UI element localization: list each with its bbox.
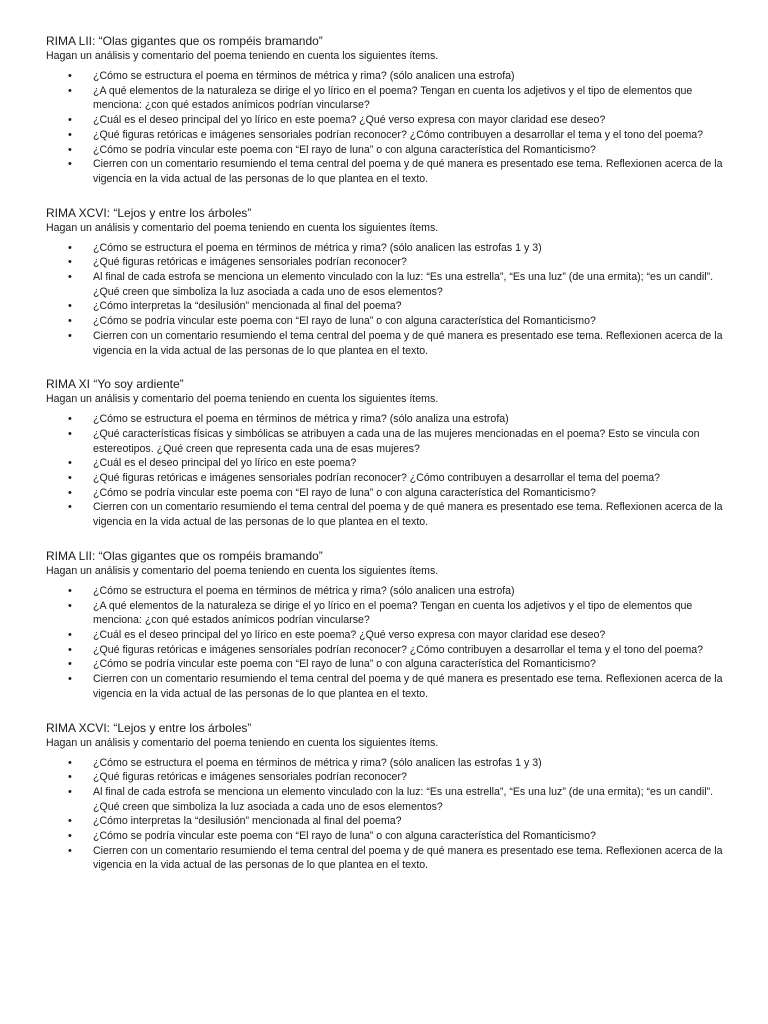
list-item: • ¿Qué características físicas y simbólicas se atribuyen a cada una de las mujeres mencionadas en el poema? Esto se vincula con estereotipos. ¿Qué creen que representa cada una de esas mujeres? xyxy=(46,427,728,456)
list-item: • Al final de cada estrofa se menciona un elemento vinculado con la luz: “Es una estrella”, “Es una luz” (de una ermita); “es un candil”. ¿Qué creen que simboliza la luz asociada a cada uno de esos elementos? xyxy=(46,785,728,814)
list-item: • ¿Qué figuras retóricas e imágenes sensoriales podrían reconocer? ¿Cómo contribuyen a desarrollar el tema y el tono del poema? xyxy=(46,128,728,143)
list-item: • ¿Qué figuras retóricas e imágenes sensoriales podrían reconocer? xyxy=(46,255,728,270)
section-rima-xcvi xyxy=(46,206,728,359)
section-title: RIMA LII: “Olas gigantes que os rompéis bramando” xyxy=(46,548,323,563)
list-item: • ¿Cómo se podría vincular este poema con “El rayo de luna” o con alguna característica del Romanticismo? xyxy=(46,657,728,672)
section-title: RIMA XI “Yo soy ardiente” xyxy=(46,377,184,392)
list-item: • ¿Cómo se estructura el poema en términos de métrica y rima? (sólo analicen una estrofa) xyxy=(46,69,728,84)
list-item: • ¿Qué figuras retóricas e imágenes sensoriales podrían reconocer? xyxy=(46,770,728,785)
list-item: • Cierren con un comentario resumiendo el tema central del poema y de qué manera es presentado ese tema. Reflexionen acerca de la vigencia en la vida actual de las personas de lo que plantea en el texto. xyxy=(46,157,728,186)
section-intro: Hagan un análisis y comentario del poema teniendo en cuenta los siguientes ítems. xyxy=(46,221,439,234)
list-item: • ¿Cómo se podría vincular este poema con “El rayo de luna” o con alguna característica del Romanticismo? xyxy=(46,486,728,501)
list-item: • ¿Cuál es el deseo principal del yo lírico en este poema? ¿Qué verso expresa con mayor claridad ese deseo? xyxy=(46,628,728,643)
list-item: • ¿A qué elementos de la naturaleza se dirige el yo lírico en el poema? Tengan en cuenta los adjetivos y el tipo de elementos que menciona: ¿con qué estados anímicos podrían vincularse? xyxy=(46,84,728,113)
list-item: • ¿Cómo se estructura el poema en términos de métrica y rima? (sólo analicen las estrofas 1 y 3) xyxy=(46,241,728,256)
section-intro: Hagan un análisis y comentario del poema teniendo en cuenta los siguientes ítems. xyxy=(46,50,439,62)
list-item: • ¿Cómo interpretas la “desilusión” mencionada al final del poema? xyxy=(46,814,728,829)
list-item: • ¿Cómo se estructura el poema en términos de métrica y rima? (sólo analicen las estrofas 1 y 3) xyxy=(46,756,728,771)
section-title: RIMA XCVI: “Lejos y entre los árboles” xyxy=(46,205,252,220)
section-rima-lii-repeat xyxy=(46,549,728,702)
list-item: • ¿Cómo se estructura el poema en términos de métrica y rima? (sólo analiza una estrofa) xyxy=(46,412,728,427)
list-item: • ¿A qué elementos de la naturaleza se dirige el yo lírico en el poema? Tengan en cuenta los adjetivos y el tipo de elementos que menciona: ¿con qué estados anímicos podrían vincularse? xyxy=(46,599,728,628)
list-item: • ¿Cuál es el deseo principal del yo lírico en este poema? ¿Qué verso expresa con mayor claridad ese deseo? xyxy=(46,113,728,128)
question-list xyxy=(46,69,728,187)
list-item: • ¿Cómo se podría vincular este poema con “El rayo de luna” o con alguna característica del Romanticismo? xyxy=(46,829,728,844)
list-item: • ¿Cómo se estructura el poema en términos de métrica y rima? (sólo analicen una estrofa) xyxy=(46,584,728,599)
list-item: • ¿Cómo se podría vincular este poema con “El rayo de luna” o con alguna característica del Romanticismo? xyxy=(46,314,728,329)
list-item: • ¿Qué figuras retóricas e imágenes sensoriales podrían reconocer? ¿Cómo contribuyen a desarrollar el tema del poema? xyxy=(46,471,728,486)
section-rima-xcvi-repeat xyxy=(46,721,728,874)
section-intro: Hagan un análisis y comentario del poema teniendo en cuenta los siguientes ítems. xyxy=(46,564,439,577)
section-rima-xi xyxy=(46,377,728,530)
section-intro: Hagan un análisis y comentario del poema teniendo en cuenta los siguientes ítems. xyxy=(46,736,439,749)
list-item: • ¿Cuál es el deseo principal del yo lírico en este poema? xyxy=(46,456,728,471)
section-rima-lii xyxy=(46,34,728,187)
list-item: • Cierren con un comentario resumiendo el tema central del poema y de qué manera es presentado ese tema. Reflexionen acerca de la vigencia en la vida actual de las personas de lo que plantea en el texto. xyxy=(46,672,728,701)
section-title: RIMA XCVI: “Lejos y entre los árboles” xyxy=(46,720,252,735)
list-item: • Cierren con un comentario resumiendo el tema central del poema y de qué manera es presentado ese tema. Reflexionen acerca de la vigencia en la vida actual de las personas de lo que plantea en el texto. xyxy=(46,500,728,529)
list-item: • ¿Qué figuras retóricas e imágenes sensoriales podrían reconocer? ¿Cómo contribuyen a desarrollar el tema y el tono del poema? xyxy=(46,643,728,658)
section-intro: Hagan un análisis y comentario del poema teniendo en cuenta los siguientes ítems. xyxy=(46,393,439,406)
list-item: • Cierren con un comentario resumiendo el tema central del poema y de qué manera es presentado ese tema. Reflexionen acerca de la vigencia en la vida actual de las personas de lo que plantea en el texto. xyxy=(46,844,728,873)
list-item: • ¿Cómo se podría vincular este poema con “El rayo de luna” o con alguna característica del Romanticismo? xyxy=(46,143,728,158)
list-item: • Al final de cada estrofa se menciona un elemento vinculado con la luz: “Es una estrella”, “Es una luz” (de una ermita); “es un candil”. ¿Qué creen que simboliza la luz asociada a cada uno de esos elementos? xyxy=(46,270,728,299)
question-list xyxy=(46,756,728,874)
section-title: RIMA LII: “Olas gigantes que os rompéis bramando” xyxy=(46,34,323,48)
list-item: • Cierren con un comentario resumiendo el tema central del poema y de qué manera es presentado ese tema. Reflexionen acerca de la vigencia en la vida actual de las personas de lo que plantea en el texto. xyxy=(46,329,728,358)
question-list xyxy=(46,412,728,530)
question-list xyxy=(46,241,728,359)
question-list xyxy=(46,584,728,702)
list-item: • ¿Cómo interpretas la “desilusión” mencionada al final del poema? xyxy=(46,299,728,314)
